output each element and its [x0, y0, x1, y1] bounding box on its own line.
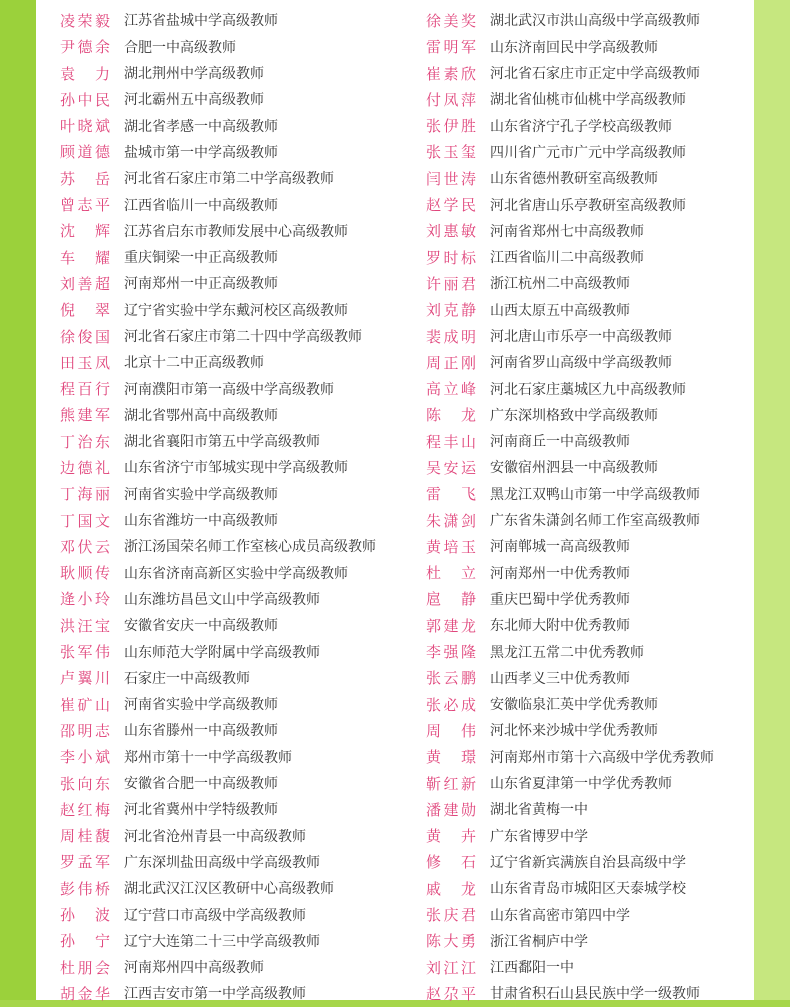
left-teacher-column [60, 0, 376, 1007]
teacher-row [60, 980, 376, 1006]
teacher-row [426, 954, 714, 980]
teacher-name: 彭伟桥 [60, 879, 110, 898]
teacher-title: 河南郑州一中优秀教师 [490, 565, 630, 582]
teacher-name: 戚 龙 [426, 879, 476, 898]
teacher-row [426, 586, 714, 612]
teacher-title: 河南郑州四中高级教师 [124, 960, 264, 977]
teacher-title: 山东省济南高新区实验中学高级教师 [124, 565, 348, 582]
teacher-list-panel [36, 0, 754, 1003]
teacher-name: 刘善超 [60, 274, 110, 293]
teacher-name: 刘惠敏 [426, 222, 476, 241]
teacher-row [60, 954, 376, 980]
teacher-title: 辽宁营口市高级中学高级教师 [124, 907, 306, 924]
teacher-name: 郭建龙 [426, 616, 476, 635]
teacher-title: 山东省青岛市城阳区天泰城学校 [490, 881, 686, 898]
teacher-title: 河南商丘一中高级教师 [490, 434, 630, 451]
teacher-row [60, 270, 376, 296]
teacher-name: 罗时标 [426, 248, 476, 267]
teacher-row [426, 849, 714, 875]
teacher-title: 湖北省鄂州高中高级教师 [124, 407, 278, 424]
teacher-title: 辽宁省实验中学东戴河校区高级教师 [124, 302, 348, 319]
teacher-row [426, 34, 714, 60]
teacher-title: 安徽省安庆一中高级教师 [124, 618, 278, 635]
teacher-row [426, 375, 714, 401]
teacher-title: 四川省广元市广元中学高级教师 [490, 144, 686, 161]
teacher-row [60, 60, 376, 86]
teacher-name: 田玉凤 [60, 353, 110, 372]
teacher-row [60, 691, 376, 717]
teacher-row [60, 875, 376, 901]
teacher-row [426, 638, 714, 664]
teacher-title: 山东省济宁市邹城实现中学高级教师 [124, 460, 348, 477]
teacher-title: 湖北省黄梅一中 [490, 802, 588, 819]
teacher-title: 广东省博罗中学 [490, 828, 588, 845]
teacher-name: 张伊胜 [426, 117, 476, 136]
teacher-title: 甘肃省积石山县民族中学一级教师 [490, 986, 700, 1003]
teacher-name: 张军伟 [60, 643, 110, 662]
teacher-title: 湖北省仙桃市仙桃中学高级教师 [490, 92, 686, 109]
teacher-name: 徐俊国 [60, 327, 110, 346]
teacher-row [60, 191, 376, 217]
teacher-title: 湖北省孝感一中高级教师 [124, 118, 278, 135]
teacher-row [60, 638, 376, 664]
teacher-row [60, 717, 376, 743]
teacher-title: 东北师大附中优秀教师 [490, 618, 630, 635]
teacher-row [426, 139, 714, 165]
teacher-name: 熊建军 [60, 406, 110, 425]
teacher-title: 江苏省盐城中学高级教师 [124, 13, 278, 30]
teacher-name: 耿顺传 [60, 564, 110, 583]
teacher-row [60, 481, 376, 507]
teacher-title: 盐城市第一中学高级教师 [124, 144, 278, 161]
teacher-row [426, 796, 714, 822]
teacher-name: 叶晓斌 [60, 117, 110, 136]
teacher-title: 安徽省合肥一中高级教师 [124, 776, 278, 793]
teacher-name: 张向东 [60, 774, 110, 793]
teacher-row [60, 586, 376, 612]
teacher-name: 周桂馥 [60, 827, 110, 846]
teacher-title: 河南省实验中学高级教师 [124, 697, 278, 714]
teacher-title: 合肥一中高级教师 [124, 39, 236, 56]
teacher-row [426, 717, 714, 743]
teacher-name: 黄培玉 [426, 537, 476, 556]
teacher-title: 北京十二中正高级教师 [124, 355, 264, 372]
teacher-row [60, 323, 376, 349]
teacher-row [426, 7, 714, 33]
teacher-name: 陈 龙 [426, 406, 476, 425]
teacher-name: 孙 波 [60, 906, 110, 925]
teacher-row [426, 323, 714, 349]
teacher-row [426, 481, 714, 507]
teacher-title: 浙江杭州二中高级教师 [490, 276, 630, 293]
teacher-name: 雷 飞 [426, 485, 476, 504]
teacher-row [426, 112, 714, 138]
teacher-row [60, 375, 376, 401]
teacher-row [60, 218, 376, 244]
teacher-row [426, 218, 714, 244]
teacher-name: 刘江江 [426, 958, 476, 977]
teacher-name: 张必成 [426, 695, 476, 714]
teacher-name: 胡金华 [60, 984, 110, 1003]
teacher-name: 周正刚 [426, 353, 476, 372]
teacher-name: 孙 宁 [60, 932, 110, 951]
teacher-row [60, 139, 376, 165]
teacher-name: 丁国文 [60, 511, 110, 530]
teacher-name: 车 耀 [60, 248, 110, 267]
teacher-name: 周 伟 [426, 721, 476, 740]
teacher-title: 江西省临川二中高级教师 [490, 250, 644, 267]
teacher-title: 河北省石家庄市第二十四中学高级教师 [124, 329, 362, 345]
teacher-name: 张庆君 [426, 906, 476, 925]
teacher-row [60, 402, 376, 428]
teacher-title: 江苏省启东市教师发展中心高级教师 [124, 223, 348, 240]
teacher-name: 李小斌 [60, 748, 110, 767]
teacher-row [60, 612, 376, 638]
teacher-title: 重庆铜梁一中正高级教师 [124, 250, 278, 267]
teacher-title: 山东省德州教研室高级教师 [490, 171, 658, 188]
teacher-row [60, 86, 376, 112]
teacher-title: 河南郑州一中正高级教师 [124, 276, 278, 293]
teacher-row [60, 770, 376, 796]
teacher-name: 陈大勇 [426, 932, 476, 951]
teacher-name: 苏 岳 [60, 169, 110, 188]
teacher-name: 邵明志 [60, 721, 110, 740]
teacher-title: 广东深圳盐田高级中学高级教师 [124, 854, 320, 871]
teacher-row [426, 191, 714, 217]
teacher-name: 赵红梅 [60, 800, 110, 819]
teacher-title: 山东省潍坊一中高级教师 [124, 513, 278, 530]
teacher-name: 崔矿山 [60, 695, 110, 714]
teacher-title: 辽宁省新宾满族自治县高级中学 [490, 854, 686, 871]
right-green-border [754, 0, 790, 1000]
teacher-title: 辽宁大连第二十三中学高级教师 [124, 933, 320, 950]
teacher-row [60, 796, 376, 822]
teacher-name: 袁 力 [60, 64, 110, 83]
teacher-name: 罗孟军 [60, 853, 110, 872]
teacher-row [60, 901, 376, 927]
teacher-row [426, 244, 714, 270]
teacher-row [426, 86, 714, 112]
teacher-title: 江西鄱阳一中 [490, 960, 574, 977]
teacher-row [426, 0, 714, 7]
teacher-name: 靳红新 [426, 774, 476, 793]
teacher-title: 重庆巴蜀中学优秀教师 [490, 591, 630, 608]
teacher-title: 山东省高密市第四中学 [490, 907, 630, 924]
teacher-row [426, 691, 714, 717]
teacher-row [60, 507, 376, 533]
teacher-title: 河南郑州市第十六高级中学优秀教师 [490, 749, 714, 766]
teacher-name: 顾道德 [60, 143, 110, 162]
teacher-title: 安徽临泉汇英中学优秀教师 [490, 697, 658, 714]
teacher-row [60, 849, 376, 875]
teacher-name: 洪汪宝 [60, 616, 110, 635]
teacher-row [60, 928, 376, 954]
teacher-name: 朱潇剑 [426, 511, 476, 530]
teacher-row [426, 665, 714, 691]
teacher-row [426, 770, 714, 796]
teacher-name: 崔素欣 [426, 64, 476, 83]
teacher-title: 浙江汤国荣名师工作室核心成员高级教师 [124, 539, 376, 556]
teacher-title: 浙江省桐庐中学 [490, 933, 588, 950]
teacher-row [426, 402, 714, 428]
teacher-title: 河北唐山市乐亭一中高级教师 [490, 329, 672, 345]
teacher-title: 河北省石家庄市第二中学高级教师 [124, 171, 334, 188]
teacher-name: 潘建勋 [426, 800, 476, 819]
teacher-name: 许丽君 [426, 274, 476, 293]
teacher-title: 湖北荆州中学高级教师 [124, 66, 264, 83]
teacher-name: 裴成明 [426, 327, 476, 346]
teacher-title: 河南省罗山高级中学高级教师 [490, 355, 672, 372]
teacher-title: 山东省夏津第一中学优秀教师 [490, 776, 672, 793]
teacher-row [60, 533, 376, 559]
teacher-name: 张玉玺 [426, 143, 476, 162]
teacher-name: 程丰山 [426, 432, 476, 451]
teacher-row [60, 665, 376, 691]
teacher-title: 山西孝义三中优秀教师 [490, 670, 630, 687]
teacher-name: 李强隆 [426, 643, 476, 662]
teacher-title: 河北霸州五中高级教师 [124, 92, 264, 109]
teacher-title: 山东省济宁孔子学校高级教师 [490, 118, 672, 135]
teacher-row [426, 165, 714, 191]
teacher-row [426, 901, 714, 927]
teacher-name: 吴安运 [426, 458, 476, 477]
teacher-row [426, 349, 714, 375]
teacher-title: 黑龙江双鸭山市第一中学高级教师 [490, 486, 700, 503]
teacher-row [426, 875, 714, 901]
teacher-name: 赵尕平 [426, 984, 476, 1003]
teacher-name: 扈 静 [426, 590, 476, 609]
teacher-name: 逄小玲 [60, 590, 110, 609]
teacher-title: 山东济南回民中学高级教师 [490, 39, 658, 56]
teacher-title: 湖北武汉江汉区教研中心高级教师 [124, 881, 334, 898]
teacher-name: 黄 璟 [426, 748, 476, 767]
teacher-title: 河南濮阳市第一高级中学高级教师 [124, 381, 334, 398]
teacher-name: 倪 翠 [60, 301, 110, 320]
teacher-row [60, 7, 376, 33]
teacher-row [60, 34, 376, 60]
teacher-row [426, 823, 714, 849]
teacher-name: 尹德余 [60, 38, 110, 57]
teacher-title: 郑州市第十一中学高级教师 [124, 749, 292, 766]
teacher-name: 赵学民 [426, 196, 476, 215]
teacher-row [426, 428, 714, 454]
teacher-title: 江西省临川一中高级教师 [124, 197, 278, 214]
teacher-row [60, 744, 376, 770]
teacher-title: 江西吉安市第一中学高级教师 [124, 986, 306, 1003]
teacher-name: 黄 卉 [426, 827, 476, 846]
teacher-name: 付凤萍 [426, 90, 476, 109]
teacher-row [426, 980, 714, 1006]
teacher-row [60, 165, 376, 191]
teacher-row [60, 297, 376, 323]
teacher-name: 曾志平 [60, 196, 110, 215]
teacher-name: 高立峰 [426, 380, 476, 399]
teacher-row [60, 112, 376, 138]
teacher-title: 河北省石家庄市正定中学高级教师 [490, 66, 700, 83]
teacher-title: 黑龙江五常二中优秀教师 [490, 644, 644, 661]
teacher-name: 修 石 [426, 853, 476, 872]
teacher-row [426, 270, 714, 296]
teacher-row [426, 507, 714, 533]
teacher-title: 山东师范大学附属中学高级教师 [124, 644, 320, 661]
teacher-name: 邓伏云 [60, 537, 110, 556]
teacher-title: 湖北武汉市洪山高级中学高级教师 [490, 13, 700, 30]
teacher-name: 杜 立 [426, 564, 476, 583]
teacher-row [60, 0, 376, 7]
teacher-title: 山东潍坊昌邑文山中学高级教师 [124, 591, 320, 608]
teacher-name: 丁海丽 [60, 485, 110, 504]
teacher-row [426, 297, 714, 323]
teacher-title: 安徽宿州泗县一中高级教师 [490, 460, 658, 477]
teacher-title: 石家庄一中高级教师 [124, 670, 250, 687]
teacher-title: 河南郸城一高高级教师 [490, 539, 630, 556]
teacher-title: 山西太原五中高级教师 [490, 302, 630, 319]
teacher-name: 张云鹏 [426, 669, 476, 688]
teacher-title: 河北省沧州青县一中高级教师 [124, 828, 306, 845]
teacher-title: 河北省唐山乐亭教研室高级教师 [490, 197, 686, 214]
teacher-title: 河北怀来沙城中学优秀教师 [490, 723, 658, 740]
teacher-name: 杜朋会 [60, 958, 110, 977]
right-teacher-column [426, 0, 714, 1007]
teacher-row [426, 744, 714, 770]
teacher-row [426, 612, 714, 638]
teacher-title: 广东深圳格致中学高级教师 [490, 407, 658, 424]
teacher-row [426, 560, 714, 586]
teacher-name: 凌荣毅 [60, 11, 110, 30]
teacher-row [60, 428, 376, 454]
teacher-name: 边德礼 [60, 458, 110, 477]
teacher-row [426, 928, 714, 954]
teacher-name: 程百行 [60, 380, 110, 399]
teacher-row [426, 533, 714, 559]
teacher-name: 徐美奖 [426, 11, 476, 30]
teacher-title: 河北石家庄藁城区九中高级教师 [490, 381, 686, 398]
teacher-name: 雷明军 [426, 38, 476, 57]
teacher-row [60, 560, 376, 586]
teacher-title: 河南省郑州七中高级教师 [490, 223, 644, 240]
teacher-title: 湖北省襄阳市第五中学高级教师 [124, 434, 320, 451]
teacher-name: 孙中民 [60, 90, 110, 109]
teacher-row [60, 349, 376, 375]
teacher-row [60, 244, 376, 270]
teacher-title: 河北省冀州中学特级教师 [124, 802, 278, 819]
teacher-name: 丁治东 [60, 432, 110, 451]
teacher-name: 卢翼川 [60, 669, 110, 688]
teacher-row [60, 823, 376, 849]
teacher-row [426, 60, 714, 86]
teacher-row [426, 454, 714, 480]
teacher-title: 广东省朱潇剑名师工作室高级教师 [490, 513, 700, 530]
teacher-title: 河南省实验中学高级教师 [124, 486, 278, 503]
teacher-name: 沈 辉 [60, 222, 110, 241]
teacher-row [60, 454, 376, 480]
teacher-title: 山东省滕州一中高级教师 [124, 723, 278, 740]
teacher-name: 闫世涛 [426, 169, 476, 188]
teacher-name: 刘克静 [426, 301, 476, 320]
left-green-border [0, 0, 36, 1000]
